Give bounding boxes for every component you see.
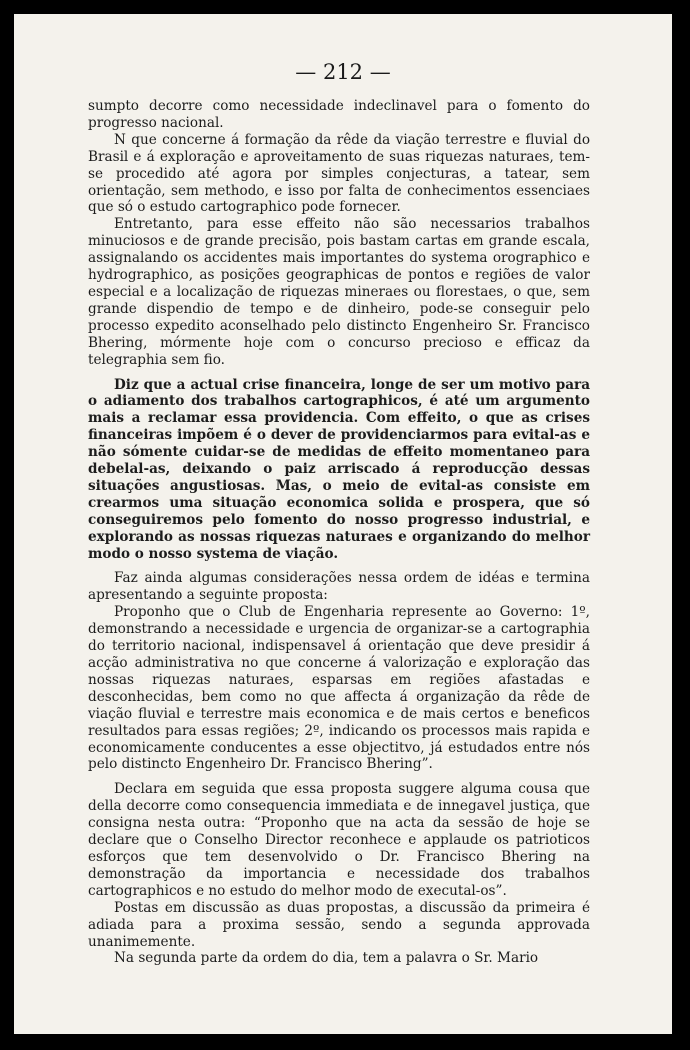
paragraph: sumpto decorre como necessidade indeclinavel para o fomento do progresso nacional. bbox=[88, 98, 590, 131]
paragraph: Entretanto, para esse effeito não são necessarios trabalhos minuciosos e de grande precisão, pois bastam cartas em grande escala, assignalando os accidentes mais importantes do systema orographico e hydrographico, as posições geographicas de pontos e regiões de valor especial e a localização de riquezas mineraes ou florestaes, o que, sem grande dispendio de tempo e de dinheiro, pode-se conseguir pelo processo expedito aconselhado pelo distincto Engenheiro Sr. Francisco Bhering, mórmente hoje com o concurso precioso e efficaz da telegraphia sem fio. bbox=[88, 216, 590, 368]
paragraph: Declara em seguida que essa proposta suggere alguma cousa que della decorre como consequencia immediata e de innegavel justiça, que consigna nesta outra: “Proponho que na acta da sessão de hoje se declare que o Conselho Director reconhece e applaude os patrioticos esforços que tem desenvolvido o Dr. Francisco Bhering na demonstração da importancia e necessidade dos trabalhos cartographicos e no estudo do melhor modo de executal-os”. bbox=[88, 781, 590, 899]
document-page bbox=[14, 14, 672, 1034]
paragraph: Postas em discussão as duas propostas, a discussão da primeira é adiada para a proxima sessão, sendo a segunda approvada unanimemente. bbox=[88, 899, 590, 950]
paragraph: Diz que a actual crise financeira, longe de ser um motivo para o adiamento dos trabalhos cartographicos, é até um argumento mais a reclamar essa providencia. Com effeito, o que as crises financeiras impõem é o dever de providenciarmos para evital-as e não sómente cuidar-se de medidas de effeito momentaneo para debelal-as, deixando o paiz arriscado á reproducção dessas situações angustiosas. Mas, o meio de evital-as consiste em crearmos uma situação economica solida e prospera, que só conseguiremos pelo fomento do nosso progresso industrial, e explorando as nossas riquezas naturaes e organizando do melhor modo o nosso systema de viação. bbox=[88, 376, 590, 562]
proposal-paragraph: Proponho que o Club de Engenharia represente ao Governo: 1º, demonstrando a necessidade e urgencia de organizar-se a cartographia do territorio nacional, indispensavel á orientação que deve presidir á acção administrativa no que concerne á valorização e exploração das nossas riquezas naturaes, esparsas em regiões afastadas e desconhecidas, bem como no que affecta á organização da rêde de viação fluvial e terrestre mais economica e de mais certos e beneficos resultados para essas regiões; 2º, indicando os processos mais rapida e economicamente conducentes a esse objectitvo, já estudados entre nós pelo distincto Engenheiro Dr. Francisco Bhering”. bbox=[88, 604, 590, 773]
page-number: — 212 — bbox=[295, 60, 391, 84]
paragraph: Faz ainda algumas considerações nessa ordem de idéas e termina apresentando a seguinte proposta: bbox=[88, 570, 590, 604]
paragraph: N que concerne á formação da rêde da viação terrestre e fluvial do Brasil e á exploração e aproveitamento de suas riquezas naturaes, tem-se procedido até agora por simples conjecturas, a tatear, sem orientação, sem methodo, e isso por falta de conhecimentos essenciaes que só o estudo cartographico pode fornecer. bbox=[88, 131, 590, 216]
document-body bbox=[88, 98, 590, 967]
paragraph: Na segunda parte da ordem do dia, tem a palavra o Sr. Mario bbox=[114, 950, 539, 967]
